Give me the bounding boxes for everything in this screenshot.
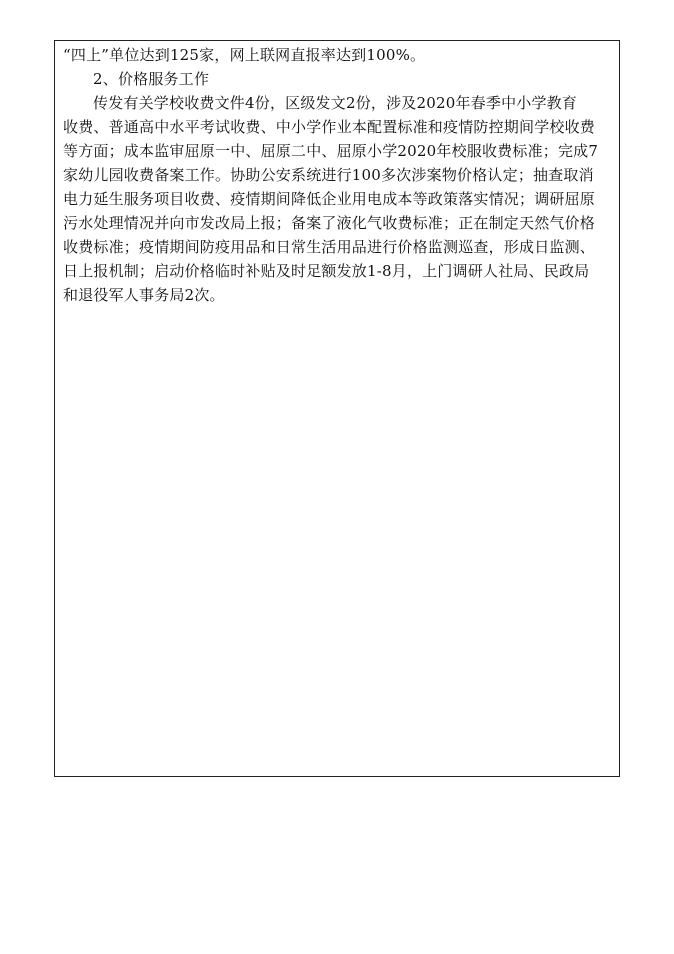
paragraph-line: 和退役军人事务局2次。 [63, 286, 225, 304]
document-body [63, 43, 613, 307]
document-table-frame [54, 40, 620, 777]
section-heading: 2、价格服务工作 [93, 70, 210, 88]
paragraph-line: 日上报机制；启动价格临时补贴及时足额发放1-8月，上门调研人社局、民政局 [63, 262, 590, 280]
paragraph-line: 收费、普通高中水平考试收费、中小学作业本配置标准和疫情防控期间学校收费 [63, 118, 596, 136]
paragraph-line: 传发有关学校收费文件4份，区级发文2份，涉及2020年春季中小学教育 [93, 94, 578, 112]
paragraph-line: 等方面；成本监审屈原一中、屈原二中、屈原小学2020年校服收费标准；完成7 [63, 142, 599, 160]
intro-line: “四上”单位达到125家，网上联网直报率达到100%。 [63, 46, 426, 64]
paragraph-line: 电力延生服务项目收费、疫情期间降低企业用电成本等政策落实情况；调研屈原 [63, 190, 596, 208]
paragraph-line: 家幼儿园收费备案工作。协助公安系统进行100多次涉案物价格认定；抽查取消 [63, 166, 594, 184]
paragraph-line: 收费标准；疫情期间防疫用品和日常生活用品进行价格监测巡查，形成日监测、 [63, 238, 596, 256]
paragraph-line: 污水处理情况并向市发改局上报；备案了液化气收费标准；正在制定天然气价格 [63, 214, 596, 232]
